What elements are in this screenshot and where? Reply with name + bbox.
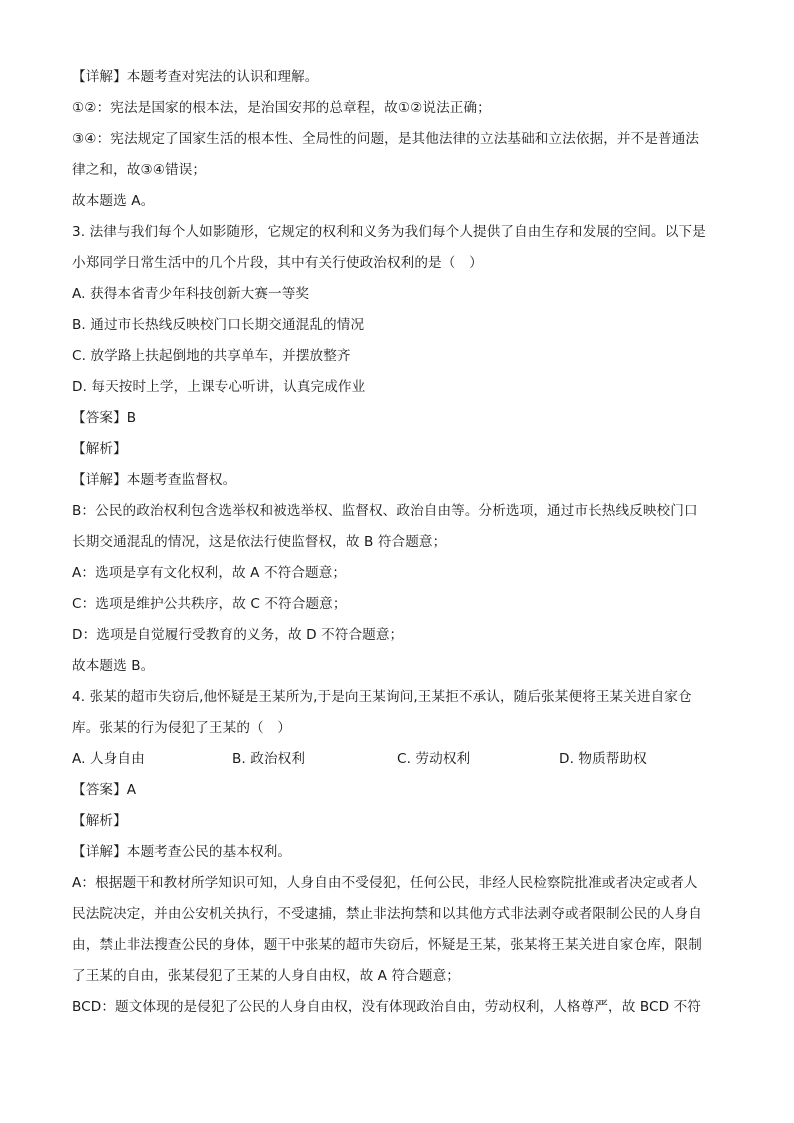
q3-detail: 【详解】本题考查监督权。 — [72, 472, 237, 488]
q3-explain-c: C：选项是维护公共秩序，故 C 不符合题意； — [72, 596, 347, 612]
q4-option-d: D. 物质帮助权 — [559, 751, 647, 767]
q2-conclusion: 故本题选 A。 — [72, 193, 155, 209]
q3-option-c: C. 放学路上扶起倒地的共享单车，并摆放整齐 — [72, 348, 351, 364]
q4-stem-line2: 库。张某的行为侵犯了王某的（ ） — [72, 720, 292, 736]
q4-explain-a-line3: 由，禁止非法搜查公民的身体，题干中张某的超市失窃后，怀疑是王某，张某将王某关进自家仓库，限制 — [72, 937, 702, 953]
q4-explain-a-line2: 民法院决定，并由公安机关执行，不受逮捕，禁止非法拘禁和以其他方式非法剥夺或者限制公民的人身自 — [72, 906, 702, 922]
q3-answer: 【答案】B — [72, 410, 137, 426]
q2-point-34-line1: ③④：宪法规定了国家生活的根本性、全局性的问题，是其他法律的立法基础和立法依据，并不是普通法 — [72, 131, 700, 147]
q3-option-a: A. 获得本省青少年科技创新大赛一等奖 — [72, 286, 310, 302]
q3-option-b: B. 通过市长热线反映校门口长期交通混乱的情况 — [72, 317, 365, 333]
q4-explain-a-line4: 了王某的自由，张某侵犯了王某的人身自由权，故 A 符合题意； — [72, 968, 460, 984]
q2-point-12: ①②：宪法是国家的根本法，是治国安邦的总章程，故①②说法正确； — [72, 100, 491, 116]
q4-explain-a-line1: A：根据题干和教材所学知识可知，人身自由不受侵犯，任何公民，非经人民检察院批准或者决定或者人 — [72, 875, 698, 891]
q3-explain-a: A：选项是享有文化权利，故 A 不符合题意； — [72, 565, 347, 581]
q4-options-row — [72, 744, 724, 775]
q4-analysis-label: 【解析】 — [72, 813, 127, 829]
q2-point-34-line2: 律之和，故③④错误； — [72, 162, 207, 178]
q4-option-a: A. 人身自由 — [72, 751, 145, 767]
q3-conclusion: 故本题选 B。 — [72, 658, 155, 674]
q3-explain-b-line1: B：公民的政治权利包含选举权和被选举权、监督权、政治自由等。分析选项，通过市长热线反映校门口 — [72, 503, 698, 519]
q4-answer: 【答案】A — [72, 782, 137, 798]
q3-analysis-label: 【解析】 — [72, 441, 127, 457]
q4-option-b: B. 政治权利 — [232, 751, 306, 767]
q4-explain-bcd: BCD：题文体现的是侵犯了公民的人身自由权，没有体现政治自由，劳动权利，人格尊严，故 BCD 不符 — [72, 999, 701, 1015]
q4-stem-line1: 4. 张某的超市失窃后,他怀疑是王某所为,于是向王某询问,王某拒不承认，随后张某便将王某关进自家仓 — [72, 689, 692, 705]
q3-option-d: D. 每天按时上学，上课专心听讲，认真完成作业 — [72, 379, 366, 395]
q2-detail: 【详解】本题考查对宪法的认识和理解。 — [72, 69, 319, 85]
q3-stem-line2: 小郑同学日常生活中的几个片段，其中有关行使政治权利的是（ ） — [72, 255, 483, 271]
q3-stem-line1: 3. 法律与我们每个人如影随形，它规定的权利和义务为我们每个人提供了自由生存和发展的空间。以下是 — [72, 224, 706, 240]
q4-option-c: C. 劳动权利 — [397, 751, 471, 767]
q3-explain-b-line2: 长期交通混乱的情况，这是依法行使监督权，故 B 符合题意； — [72, 534, 447, 550]
q4-detail: 【详解】本题考查公民的基本权利。 — [72, 844, 292, 860]
document-page — [72, 62, 724, 1023]
q3-explain-d: D：选项是自觉履行受教育的义务，故 D 不符合题意； — [72, 627, 404, 643]
